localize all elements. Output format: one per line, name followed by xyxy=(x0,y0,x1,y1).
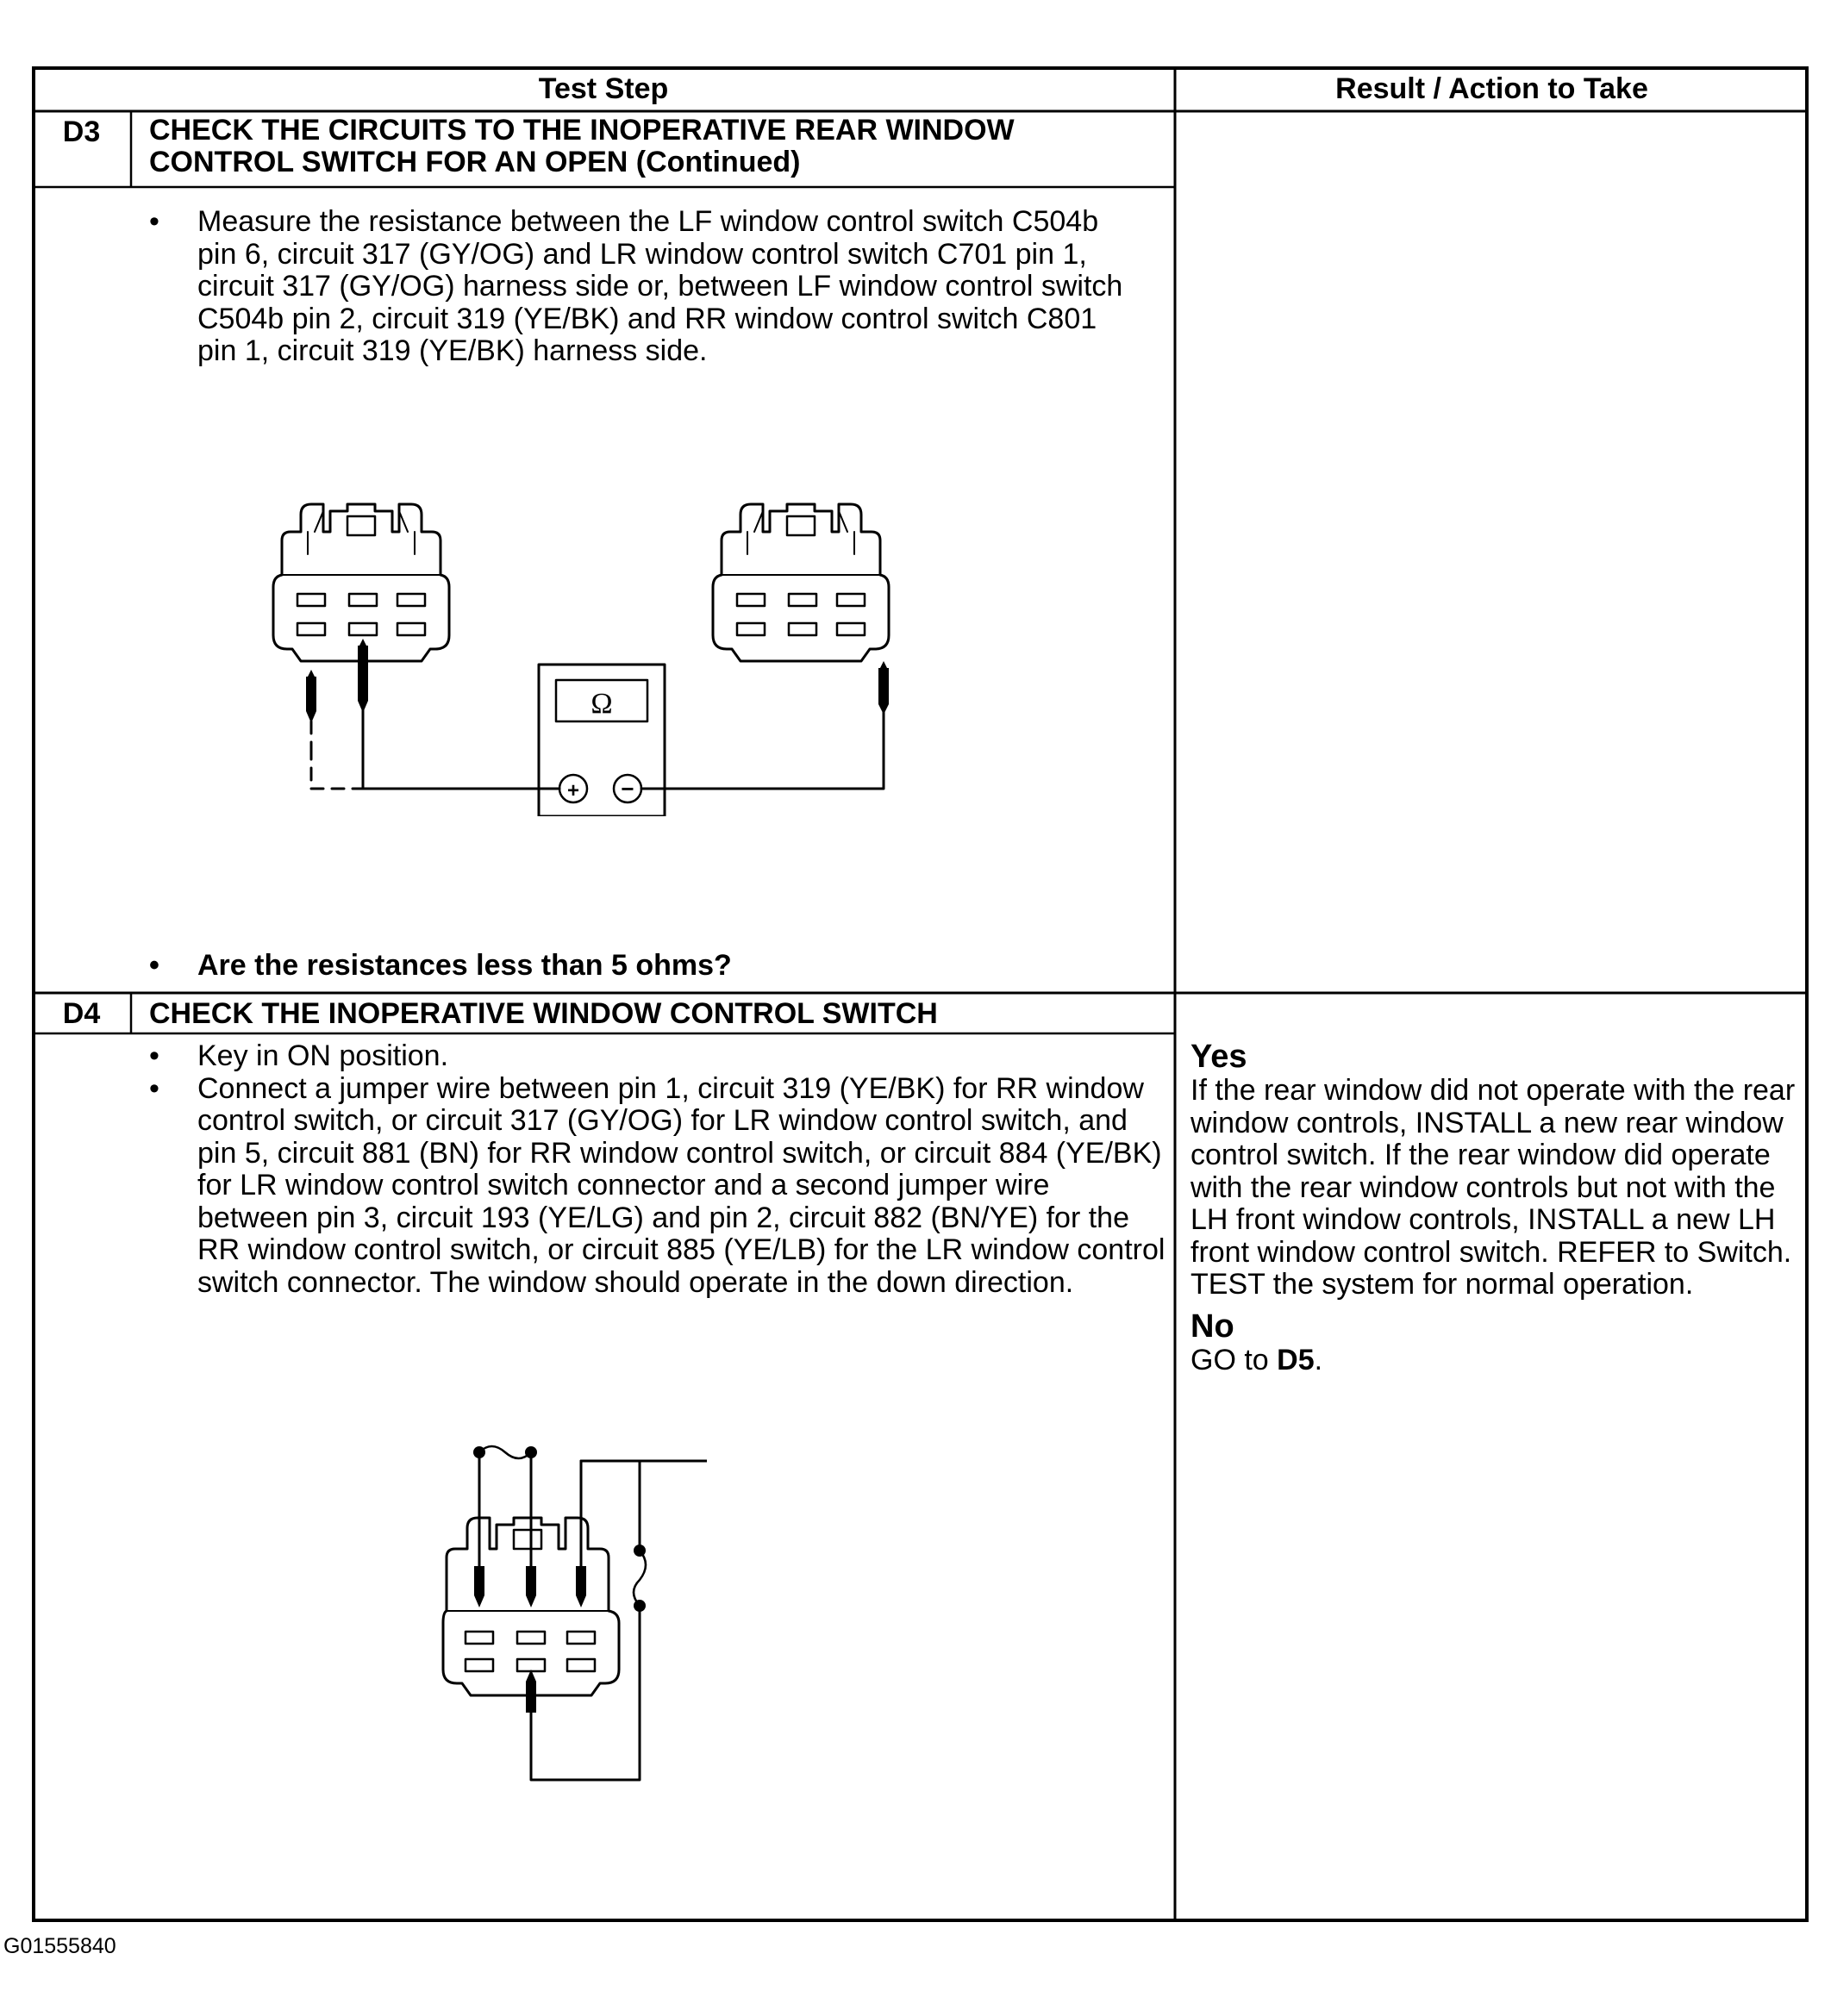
result-no-suffix: . xyxy=(1314,1343,1323,1376)
figure-id: G01555840 xyxy=(3,1934,116,1958)
ohm-symbol: Ω xyxy=(591,688,613,720)
instruction-bullet: • Key in ON position. xyxy=(149,1040,1166,1073)
result-no-text xyxy=(1190,1345,1801,1377)
step-title-d4: CHECK THE INOPERATIVE WINDOW CONTROL SWITCH xyxy=(149,997,938,1030)
step-d3-question xyxy=(149,950,1140,983)
question-bullet: • Are the resistances less than 5 ohms? xyxy=(149,950,1140,983)
step-d4-instructions xyxy=(149,1040,1166,1299)
column-header-result-action: Result / Action to Take xyxy=(1335,72,1648,105)
result-no-prefix: GO to xyxy=(1190,1343,1278,1376)
connector-right-icon xyxy=(713,504,889,661)
result-yes-test-text: TEST the system for normal operation. xyxy=(1190,1268,1694,1301)
step-id-d3: D3 xyxy=(62,115,101,148)
minus-terminal-label: − xyxy=(621,776,634,802)
connector-left-icon xyxy=(273,504,449,661)
result-no-label: No xyxy=(1190,1308,1234,1345)
step-d4-result xyxy=(1190,1039,1801,1376)
step-d3-instructions xyxy=(149,206,1140,368)
step-id-d4: D4 xyxy=(62,997,101,1030)
result-yes-label: Yes xyxy=(1190,1039,1247,1075)
step-title-d3: CHECK THE CIRCUITS TO THE INOPERATIVE REAR WINDOW CONTROL SWITCH FOR AN OPEN (Continued) xyxy=(149,114,1015,178)
procedure-table xyxy=(3,66,1809,1958)
plus-terminal-label: + xyxy=(566,779,580,802)
result-yes-text: If the rear window did not operate with the rear window controls, INSTALL a new rear window control switch. If the rear window did operate with the rear window controls but not with the LH front window controls, INSTALL a new LH front window control switch. REFER to Switch. xyxy=(1190,1074,1796,1269)
instruction-bullet: • Measure the resistance between the LF window control switch C504b pin 6, circuit 317 (GY/OG) and LR window control switch C701 pin 1, circuit 317 (GY/OG) harness side or, between LF window control switch C504b pin 2, circuit 319 (YE/BK) and RR window control switch C801 pin 1, circuit 319 (YE/BK) harness side. xyxy=(149,206,1140,368)
go-to-step-link[interactable]: D5 xyxy=(1277,1343,1315,1376)
ohmmeter-connector-diagram xyxy=(263,497,918,816)
column-header-test-step: Test Step xyxy=(538,72,669,105)
instruction-bullet: • Connect a jumper wire between pin 1, circuit 319 (YE/BK) for RR window control switch, or circuit 317 (GY/OG) for LR window control switch, and pin 5, circuit 881 (BN) for RR window control switch, or circuit 884 (YE/BK) for LR window control switch connector and a second jumper wire between pin 3, circuit 193 (YE/LG) and pin 2, circuit 882 (BN/YE) for the RR window control switch, or circuit 885 (YE/LB) for the LR window control switch connector. The window should operate in the down direction. xyxy=(149,1073,1166,1300)
jumper-wire-diagram xyxy=(422,1411,707,1790)
